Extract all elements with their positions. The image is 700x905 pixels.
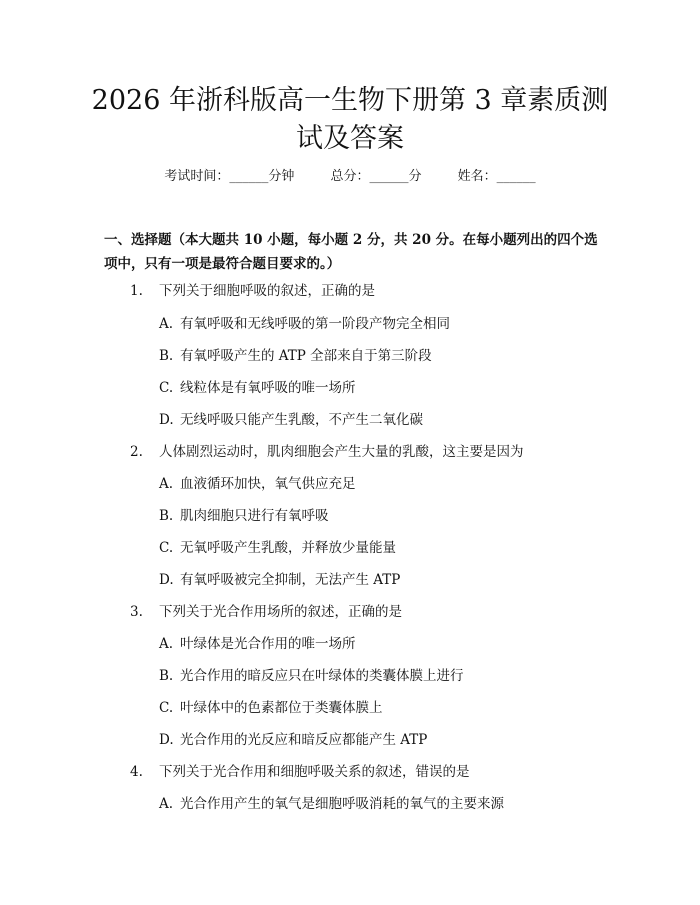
question-2-option-c [159, 538, 396, 558]
name-field: 姓名：______ [457, 169, 536, 184]
page-title: 2026 年浙科版高一生物下册第 3 章素质测试及答案 [91, 85, 609, 154]
question-3-option-d [159, 730, 427, 750]
question-number: 2. [130, 444, 143, 460]
option-letter: D. [159, 732, 174, 748]
question-1 [130, 281, 375, 301]
option-letter: C. [159, 540, 174, 556]
question-number: 1. [130, 283, 143, 299]
option-letter: C. [159, 700, 174, 716]
option-text: 无氧呼吸产生乳酸，并释放少量能量 [180, 540, 396, 556]
option-letter: B. [159, 508, 174, 524]
question-2-option-d [159, 570, 400, 590]
question-2-option-b [159, 506, 329, 526]
option-text: 肌肉细胞只进行有氧呼吸 [180, 508, 329, 524]
exam-info-line [0, 167, 700, 187]
option-letter: A. [159, 636, 174, 652]
option-text: 光合作用的光反应和暗反应都能产生 ATP [180, 732, 428, 748]
question-stem: 人体剧烈运动时，肌肉细胞会产生大量的乳酸，这主要是因为 [159, 444, 524, 460]
section-heading: 一、选择题（本大题共 10 小题，每小题 2 分，共 20 分。在每小题列出的四个选项中，只有一项是最符合题目要求的。） [104, 232, 598, 272]
question-1-option-c [159, 378, 356, 398]
option-text: 叶绿体是光合作用的唯一场所 [180, 636, 356, 652]
question-3 [130, 602, 402, 622]
question-stem: 下列关于光合作用场所的叙述，正确的是 [159, 604, 402, 620]
option-letter: A. [159, 316, 174, 332]
option-letter: D. [159, 412, 174, 428]
option-letter: B. [159, 348, 174, 364]
question-stem: 下列关于光合作用和细胞呼吸关系的叙述，错误的是 [159, 764, 470, 780]
option-text: 有氧呼吸产生的 ATP 全部来自于第三阶段 [180, 348, 432, 364]
question-3-option-a [159, 634, 356, 654]
option-letter: A. [159, 476, 174, 492]
option-letter: D. [159, 572, 174, 588]
question-number: 4. [130, 764, 143, 780]
question-3-option-c [159, 698, 383, 718]
option-text: 叶绿体中的色素都位于类囊体膜上 [180, 700, 383, 716]
option-text: 有氧呼吸被完全抑制，无法产生 ATP [180, 572, 401, 588]
option-letter: B. [159, 668, 174, 684]
option-text: 有氧呼吸和无线呼吸的第一阶段产物完全相同 [180, 316, 450, 332]
question-1-option-b [159, 346, 432, 366]
question-1-option-a [159, 314, 450, 334]
question-2-option-a [159, 474, 356, 494]
question-1-option-d [159, 410, 423, 430]
question-2 [130, 442, 524, 462]
option-text: 光合作用的暗反应只在叶绿体的类囊体膜上进行 [180, 668, 464, 684]
exam-time-field: 考试时间：______分钟 [164, 169, 295, 184]
total-score-field: 总分：______分 [330, 169, 422, 184]
question-3-option-b [159, 666, 464, 686]
option-letter: A. [159, 796, 174, 812]
question-4-option-a [159, 794, 504, 814]
option-text: 线粒体是有氧呼吸的唯一场所 [180, 380, 356, 396]
question-number: 3. [130, 604, 143, 620]
question-stem: 下列关于细胞呼吸的叙述，正确的是 [159, 283, 375, 299]
option-text: 血液循环加快，氧气供应充足 [180, 476, 356, 492]
question-4 [130, 762, 470, 782]
option-text: 无线呼吸只能产生乳酸，不产生二氧化碳 [180, 412, 423, 428]
option-letter: C. [159, 380, 174, 396]
option-text: 光合作用产生的氧气是细胞呼吸消耗的氧气的主要来源 [180, 796, 504, 812]
